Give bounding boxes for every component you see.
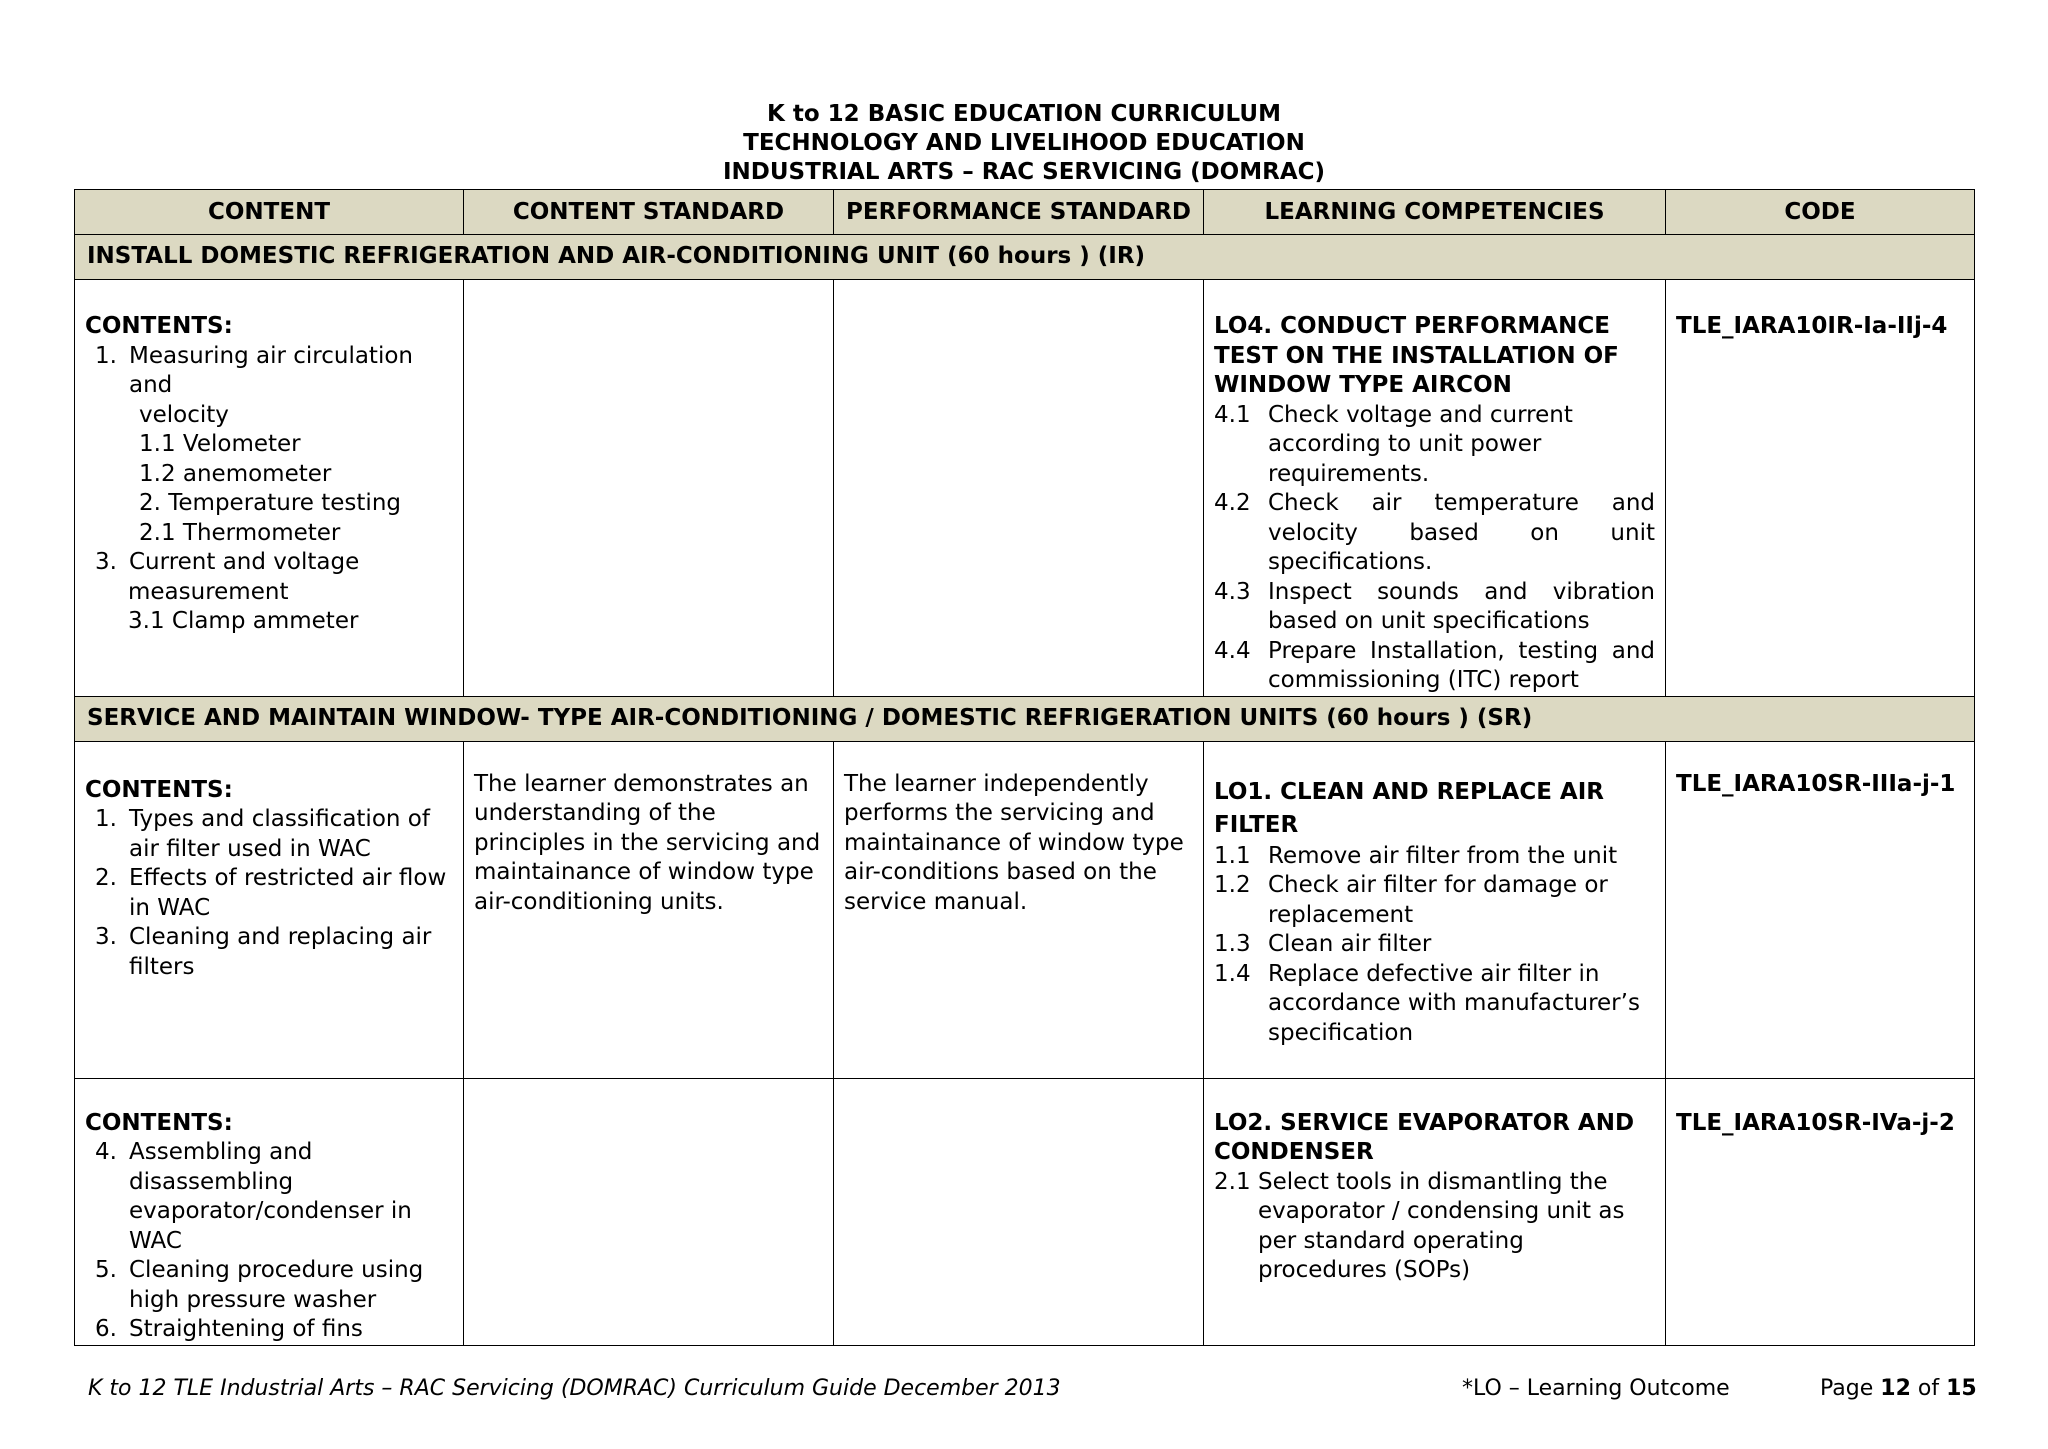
lo-item-num: 1.3 xyxy=(1214,931,1251,957)
section-title-ir: INSTALL DOMESTIC REFRIGERATION AND AIR-CONDITIONING UNIT (60 hours ) (IR) xyxy=(75,235,1975,280)
lo-item-text: Check voltage and current according to unit power requirements. xyxy=(1268,401,1573,487)
content-item-num: 5. xyxy=(95,1257,117,1283)
header-line-2: TECHNOLOGY AND LIVELIHOOD EDUCATION xyxy=(743,130,1305,156)
competency-code: TLE_IARA10IR-Ia-IIj-4 xyxy=(1676,313,1948,339)
lo-item-num: 1.2 xyxy=(1214,872,1251,898)
page-total: 15 xyxy=(1946,1376,1977,1401)
lo-item-text: Inspect sounds and vibration based on unit specifications xyxy=(1268,578,1655,634)
lo-item xyxy=(1214,842,1655,872)
section-title-sr: SERVICE AND MAINTAIN WINDOW- TYPE AIR-CONDITIONING / DOMESTIC REFRIGERATION UNITS (60 hours ) (SR) xyxy=(75,696,1975,741)
lo-item xyxy=(1214,489,1655,578)
lo-item-text: Check air temperature and velocity based on unit specifications. xyxy=(1268,490,1655,575)
content-item-text: Straightening of fins xyxy=(129,1316,363,1342)
contents-label: CONTENTS: xyxy=(85,313,233,339)
content-item-text: Cleaning procedure using high pressure washer xyxy=(129,1257,424,1313)
footer-lo-legend: *LO – Learning Outcome xyxy=(1462,1376,1730,1401)
performance-standard-text: The learner independently performs the servicing and maintainance of window type air-conditions based on the service manual. xyxy=(844,770,1184,915)
lo-title: LO1. CLEAN AND REPLACE AIR FILTER xyxy=(1214,778,1604,838)
content-standard-cell xyxy=(464,280,834,697)
col-header-performance-standard: PERFORMANCE STANDARD xyxy=(834,190,1204,235)
code-cell xyxy=(1666,280,1975,697)
lo-title: LO2. SERVICE EVAPORATOR AND CONDENSER xyxy=(1214,1109,1635,1165)
section-row-ir xyxy=(75,235,1975,280)
learning-competencies-cell xyxy=(1204,280,1666,697)
footer-page-number xyxy=(1820,1376,1977,1401)
page-of: of xyxy=(1917,1376,1940,1401)
column-header-row xyxy=(75,190,1975,235)
content-item-num: 1. xyxy=(95,342,117,369)
header-line-1: K to 12 BASIC EDUCATION CURRICULUM xyxy=(767,101,1281,127)
content-item: measurement xyxy=(128,578,289,605)
content-item-num: 4. xyxy=(95,1139,117,1165)
lo-item xyxy=(1214,637,1655,696)
lo-item-text: Select tools in dismantling the evaporator / condensing unit as per standard operating procedures (SOPs) xyxy=(1258,1168,1625,1283)
lo-item-text: Check air filter for damage or replacement xyxy=(1268,872,1608,928)
content-item-num: 3. xyxy=(95,549,117,575)
learning-competencies-cell xyxy=(1204,741,1666,1078)
lo-title: LO4. CONDUCT PERFORMANCE TEST ON THE INSTALLATION OF WINDOW TYPE AIRCON xyxy=(1214,313,1619,398)
content-item-text: Effects of restricted air flow in WAC xyxy=(129,865,447,921)
content-item xyxy=(85,1256,453,1315)
content-item xyxy=(85,805,453,864)
content-item xyxy=(85,342,453,401)
col-header-learning-competencies: LEARNING COMPETENCIES xyxy=(1204,190,1666,235)
table-row xyxy=(75,741,1975,1078)
content-standard-cell xyxy=(464,741,834,1078)
content-standard-cell xyxy=(464,1078,834,1345)
code-cell xyxy=(1666,741,1975,1078)
content-cell xyxy=(75,1078,464,1345)
content-item-text: Types and classification of air filter used in WAC xyxy=(129,806,430,862)
table-row xyxy=(75,1078,1975,1345)
lo-item xyxy=(1214,578,1655,637)
content-item: velocity xyxy=(139,401,229,428)
content-item-num: 1. xyxy=(95,806,117,832)
lo-item xyxy=(1214,960,1655,1049)
lo-item xyxy=(1214,401,1655,490)
content-item xyxy=(85,1315,453,1345)
page-current: 12 xyxy=(1880,1376,1911,1401)
content-item: 1.1 Velometer xyxy=(139,431,301,457)
content-cell xyxy=(75,280,464,697)
performance-standard-cell xyxy=(834,1078,1204,1345)
lo-item-num: 4.2 xyxy=(1214,490,1251,516)
lo-item-num: 2.1 xyxy=(1214,1168,1251,1195)
content-item: 2. Temperature testing xyxy=(139,490,401,516)
lo-item-text: Replace defective air filter in accordance with manufacturer’s specification xyxy=(1268,960,1640,1046)
lo-item xyxy=(1214,1168,1655,1286)
page-prefix: Page xyxy=(1820,1376,1874,1401)
content-item: 3.1 Clamp ammeter xyxy=(128,608,359,634)
lo-item-num: 4.1 xyxy=(1214,401,1251,428)
content-standard-text: The learner demonstrates an understanding of the principles in the servicing and maintainance of window type air-conditioning units. xyxy=(474,770,821,915)
content-item: 2.1 Thermometer xyxy=(139,519,341,546)
footer-guide-title: K to 12 TLE Industrial Arts – RAC Servicing (DOMRAC) Curriculum Guide December 2013 xyxy=(88,1376,1061,1401)
lo-item-text: Clean air filter xyxy=(1268,931,1432,957)
content-item-num: 2. xyxy=(95,865,117,891)
lo-item-num: 1.4 xyxy=(1214,960,1251,987)
lo-item-num: 4.4 xyxy=(1214,637,1251,664)
content-item: 1.2 anemometer xyxy=(139,460,332,487)
content-item-text: Assembling and disassembling evaporator/condenser in WAC xyxy=(129,1139,412,1254)
content-item-num: 3. xyxy=(95,924,117,950)
header-line-3: INDUSTRIAL ARTS – RAC SERVICING (DOMRAC) xyxy=(722,159,1326,185)
code-cell xyxy=(1666,1078,1975,1345)
contents-label: CONTENTS: xyxy=(85,776,233,803)
col-header-code: CODE xyxy=(1666,190,1975,235)
learning-competencies-cell xyxy=(1204,1078,1666,1345)
lo-item xyxy=(1214,871,1655,930)
competency-code: TLE_IARA10SR-IIIa-j-1 xyxy=(1676,770,1956,797)
content-item xyxy=(85,923,453,982)
content-item xyxy=(85,864,453,923)
section-row-sr xyxy=(75,696,1975,741)
content-item-text: Measuring air circulation and xyxy=(129,342,413,398)
lo-item-num: 1.1 xyxy=(1214,842,1251,869)
performance-standard-cell xyxy=(834,280,1204,697)
content-item-num: 6. xyxy=(95,1316,117,1342)
col-header-content-standard: CONTENT STANDARD xyxy=(464,190,834,235)
contents-label: CONTENTS: xyxy=(85,1109,233,1136)
lo-item xyxy=(1214,930,1655,960)
col-header-content: CONTENT xyxy=(75,190,464,235)
content-item-text: Current and voltage xyxy=(129,549,360,575)
content-cell xyxy=(75,741,464,1078)
competency-code: TLE_IARA10SR-IVa-j-2 xyxy=(1676,1109,1955,1136)
curriculum-table xyxy=(74,189,1975,1346)
lo-item-text: Remove air filter from the unit xyxy=(1268,842,1618,869)
performance-standard-cell xyxy=(834,741,1204,1078)
lo-item-text: Prepare Installation, testing and commissioning (ITC) report xyxy=(1268,637,1655,693)
content-item xyxy=(85,548,453,578)
content-item-text: Cleaning and replacing air filters xyxy=(129,924,432,980)
table-row xyxy=(75,280,1975,697)
content-item xyxy=(85,1138,453,1256)
lo-item-num: 4.3 xyxy=(1214,578,1251,605)
